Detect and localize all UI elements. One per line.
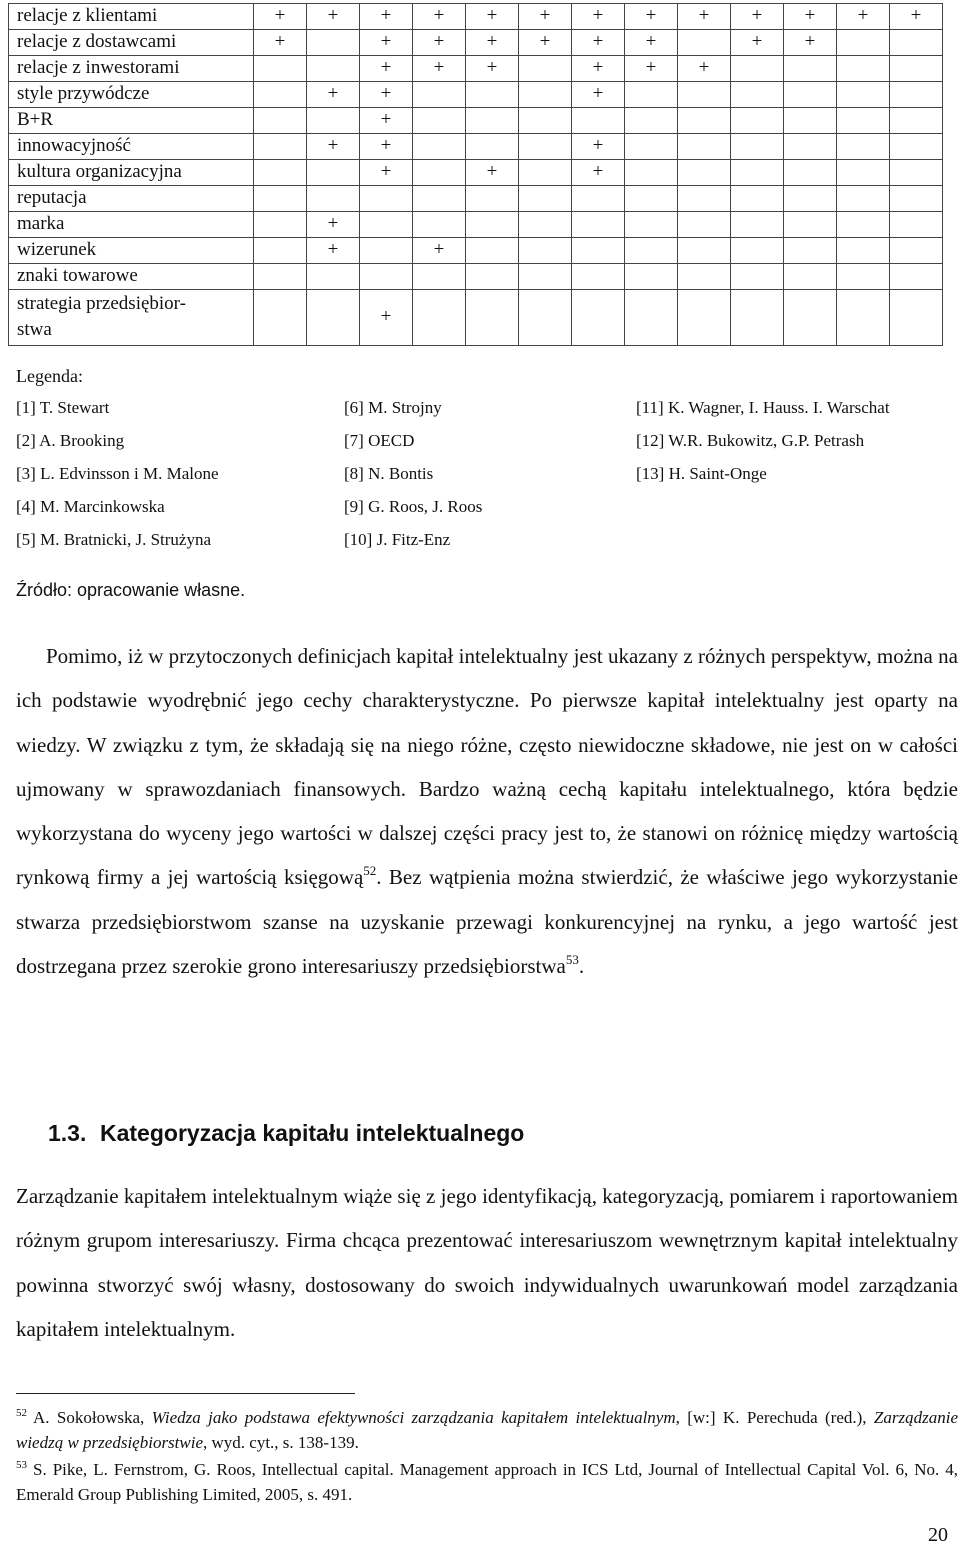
mark-cell: +: [731, 4, 784, 30]
mark-cell: [254, 56, 307, 82]
mark-cell: +: [307, 134, 360, 160]
mark-cell: +: [890, 4, 943, 30]
mark-cell: [625, 82, 678, 108]
footnote-text: , wyd. cyt., s. 138-139.: [203, 1433, 359, 1452]
mark-cell: +: [307, 82, 360, 108]
mark-cell: [837, 212, 890, 238]
mark-cell: [625, 290, 678, 346]
legend-entry: [9] G. Roos, J. Roos: [344, 497, 483, 516]
mark-cell: [519, 290, 572, 346]
mark-cell: [784, 108, 837, 134]
legend-row: [16, 464, 946, 497]
table-row: [9, 264, 943, 290]
mark-cell: +: [466, 160, 519, 186]
mark-cell: [731, 264, 784, 290]
mark-cell: +: [466, 4, 519, 30]
mark-cell: [678, 134, 731, 160]
mark-cell: +: [678, 56, 731, 82]
mark-cell: [837, 238, 890, 264]
mark-cell: +: [307, 212, 360, 238]
mark-cell: [890, 160, 943, 186]
mark-cell: [466, 82, 519, 108]
row-label: wizerunek: [9, 238, 254, 264]
legend-entry: [1] T. Stewart: [16, 398, 110, 417]
mark-cell: +: [572, 160, 625, 186]
legend-entry: [12] W.R. Bukowitz, G.P. Petrash: [636, 431, 865, 450]
legend-entry: [7] OECD: [344, 431, 415, 450]
mark-cell: [837, 160, 890, 186]
table-row: [9, 108, 943, 134]
mark-cell: [784, 186, 837, 212]
mark-cell: +: [360, 160, 413, 186]
mark-cell: +: [784, 30, 837, 56]
mark-cell: [678, 186, 731, 212]
mark-cell: [519, 238, 572, 264]
mark-cell: [413, 134, 466, 160]
mark-cell: +: [466, 30, 519, 56]
mark-cell: [307, 290, 360, 346]
mark-cell: [413, 108, 466, 134]
mark-cell: [360, 238, 413, 264]
mark-cell: [784, 56, 837, 82]
mark-cell: [254, 238, 307, 264]
paragraph-text: Pomimo, iż w przytoczonych definicjach kapitał intelektualny jest ukazany z różnych perspektyw, można na ich podstawie wyodrębnić jego cechy charakterystyczne. Po pierwsze kapitał intelektualny jest oparty na wiedzy. W związku z tym, że składają się na niego różne, często niewidoczne składowe, nie jest on w całości ujmowany w sprawozdaniach finansowych. Bardzo ważną cechą kapitału intelektualnego, która będzie wykorzystana do wyceny jego wartości w dalszej części pracy jest to, że stanowi on różnicę między wartością rynkową firmy a jej wartością księgową: [16, 644, 958, 890]
table-row: [9, 30, 943, 56]
mark-cell: [572, 290, 625, 346]
mark-cell: +: [625, 4, 678, 30]
mark-cell: +: [413, 238, 466, 264]
mark-cell: [731, 290, 784, 346]
mark-cell: [307, 160, 360, 186]
mark-cell: [466, 290, 519, 346]
mark-cell: [678, 160, 731, 186]
body-paragraph-2: Zarządzanie kapitałem intelektualnym wiąże się z jego identyfikacją, kategoryzacją, pomiarem i raportowaniem różnym grupom interesariuszy. Firma chcąca prezentować interesariuszom wewnętrznym kapitał intelektualny powinna stworzyć swój własny, dostosowany do swoich indywidualnych uwarunkowań model zarządzania kapitałem intelektualnym.: [16, 1184, 958, 1341]
legend-entry: [13] H. Saint-Onge: [636, 464, 767, 483]
mark-cell: [572, 108, 625, 134]
mark-cell: +: [519, 30, 572, 56]
mark-cell: [572, 212, 625, 238]
footnote-ref-52[interactable]: 52: [363, 863, 377, 879]
mark-cell: [519, 82, 572, 108]
table-row: [9, 238, 943, 264]
mark-cell: [413, 160, 466, 186]
mark-cell: [678, 264, 731, 290]
mark-cell: +: [678, 4, 731, 30]
mark-cell: [731, 160, 784, 186]
mark-cell: [678, 30, 731, 56]
mark-cell: [837, 186, 890, 212]
mark-cell: [360, 264, 413, 290]
mark-cell: [837, 30, 890, 56]
paragraph-text: . Bez wątpienia można stwierdzić, że właściwe jego wykorzystanie stwarza przedsiębiorstwom szanse na uzyskanie przewagi konkurencyjnej na rynku, a jego wartość jest dostrzegana przez szerokie grono interesariuszy przedsiębiorstwa: [16, 865, 958, 979]
mark-cell: [307, 108, 360, 134]
mark-cell: [731, 56, 784, 82]
mark-cell: [519, 134, 572, 160]
mark-cell: +: [784, 4, 837, 30]
mark-cell: [466, 264, 519, 290]
mark-cell: [890, 82, 943, 108]
row-label: relacje z inwestorami: [9, 56, 254, 82]
legend-entry: [5] M. Bratnicki, J. Strużyna: [16, 530, 211, 549]
mark-cell: [837, 134, 890, 160]
section-number: 1.3.: [48, 1120, 87, 1146]
row-label: marka: [9, 212, 254, 238]
mark-cell: [678, 82, 731, 108]
mark-cell: [731, 212, 784, 238]
table-row: [9, 186, 943, 212]
mark-cell: [784, 238, 837, 264]
footnote-divider: [16, 1393, 355, 1394]
mark-cell: +: [466, 56, 519, 82]
mark-cell: +: [519, 4, 572, 30]
mark-cell: [731, 134, 784, 160]
mark-cell: [413, 212, 466, 238]
mark-cell: +: [625, 30, 678, 56]
mark-cell: [731, 186, 784, 212]
table-row: [9, 134, 943, 160]
mark-cell: [625, 108, 678, 134]
mark-cell: [784, 82, 837, 108]
row-label: kultura organizacyjna: [9, 160, 254, 186]
mark-cell: [890, 30, 943, 56]
mark-cell: [254, 160, 307, 186]
mark-cell: +: [413, 30, 466, 56]
mark-cell: [784, 264, 837, 290]
mark-cell: +: [307, 238, 360, 264]
mark-cell: [572, 238, 625, 264]
mark-cell: [890, 238, 943, 264]
mark-cell: +: [360, 134, 413, 160]
footnote-title: Zarządzanie wiedzą w przedsiębiorstwie: [16, 1408, 958, 1452]
mark-cell: +: [360, 82, 413, 108]
mark-cell: +: [413, 4, 466, 30]
section-heading: [48, 1120, 524, 1147]
mark-cell: +: [572, 134, 625, 160]
mark-cell: [890, 56, 943, 82]
mark-cell: [466, 238, 519, 264]
sources-matrix-table: [8, 3, 943, 346]
mark-cell: [890, 186, 943, 212]
mark-cell: [890, 134, 943, 160]
legend-row: [16, 398, 946, 431]
mark-cell: [837, 56, 890, 82]
mark-cell: +: [837, 4, 890, 30]
matrix-body: [9, 4, 943, 346]
mark-cell: +: [413, 56, 466, 82]
mark-cell: +: [360, 30, 413, 56]
mark-cell: +: [572, 4, 625, 30]
row-label: style przywódcze: [9, 82, 254, 108]
mark-cell: [625, 186, 678, 212]
table-source-note: Źródło: opracowanie własne.: [16, 580, 246, 600]
mark-cell: +: [307, 4, 360, 30]
mark-cell: [625, 238, 678, 264]
mark-cell: [678, 290, 731, 346]
mark-cell: [678, 108, 731, 134]
mark-cell: [625, 212, 678, 238]
mark-cell: [784, 290, 837, 346]
legend-row: [16, 497, 946, 530]
row-label: B+R: [9, 108, 254, 134]
mark-cell: [466, 108, 519, 134]
mark-cell: [837, 82, 890, 108]
row-label: strategia przedsiębior- stwa: [9, 290, 254, 346]
footnote-text: A. Sokołowska,: [33, 1408, 152, 1427]
mark-cell: [307, 30, 360, 56]
legend-title: Legenda:: [16, 366, 83, 386]
mark-cell: [307, 186, 360, 212]
legend-entry: [10] J. Fitz-Enz: [344, 530, 451, 549]
legend-entry: [8] N. Bontis: [344, 464, 434, 483]
table-row: [9, 160, 943, 186]
mark-cell: [254, 134, 307, 160]
table-row: [9, 4, 943, 30]
mark-cell: [837, 264, 890, 290]
row-label: znaki towarowe: [9, 264, 254, 290]
mark-cell: +: [572, 82, 625, 108]
legend-row: [16, 431, 946, 464]
legend-entry: [3] L. Edvinsson i M. Malone: [16, 464, 219, 483]
mark-cell: +: [360, 290, 413, 346]
mark-cell: [784, 160, 837, 186]
legend-entry: [4] M. Marcinkowska: [16, 497, 165, 516]
mark-cell: [890, 290, 943, 346]
mark-cell: [731, 108, 784, 134]
mark-cell: [837, 108, 890, 134]
mark-cell: [837, 290, 890, 346]
footnote-title: Wiedza jako podstawa efektywności zarządzania kapitałem intelektualnym: [151, 1408, 676, 1427]
legend-entry: [2] A. Brooking: [16, 431, 125, 450]
mark-cell: [625, 160, 678, 186]
mark-cell: [731, 238, 784, 264]
footnote-text: S. Pike, L. Fernstrom, G. Roos, Intellectual capital. Management approach in ICS Ltd, Journal of Intellectual Capital Vol. 6, No. 4, Emerald Group Publishing Limited, 2005, s. 491.: [16, 1460, 958, 1504]
legend-grid: [16, 398, 946, 563]
table-row: [9, 290, 943, 346]
legend-entry: [11] K. Wagner, I. Hauss. I. Warschat: [636, 398, 890, 417]
body-paragraph-1: [16, 634, 958, 988]
footnote-number: 53: [16, 1459, 27, 1471]
mark-cell: [254, 82, 307, 108]
mark-cell: [890, 212, 943, 238]
mark-cell: [413, 264, 466, 290]
table-row: [9, 82, 943, 108]
footnote-ref-53[interactable]: 53: [565, 952, 579, 968]
mark-cell: +: [360, 56, 413, 82]
mark-cell: [572, 264, 625, 290]
mark-cell: [254, 264, 307, 290]
legend-row: [16, 530, 946, 563]
mark-cell: [572, 186, 625, 212]
mark-cell: [519, 186, 572, 212]
mark-cell: [466, 212, 519, 238]
row-label: relacje z klientami: [9, 4, 254, 30]
mark-cell: [519, 160, 572, 186]
mark-cell: [519, 108, 572, 134]
mark-cell: [413, 290, 466, 346]
mark-cell: [254, 186, 307, 212]
mark-cell: +: [360, 4, 413, 30]
mark-cell: [890, 264, 943, 290]
mark-cell: +: [731, 30, 784, 56]
mark-cell: [625, 264, 678, 290]
footnote-52: [16, 1405, 958, 1455]
table-row: [9, 212, 943, 238]
mark-cell: [254, 108, 307, 134]
mark-cell: [307, 264, 360, 290]
mark-cell: [360, 186, 413, 212]
footnote-number: 52: [16, 1407, 27, 1419]
mark-cell: [731, 82, 784, 108]
mark-cell: [678, 212, 731, 238]
mark-cell: [519, 212, 572, 238]
page-number: 20: [928, 1524, 948, 1546]
mark-cell: +: [625, 56, 678, 82]
mark-cell: [307, 56, 360, 82]
mark-cell: [519, 56, 572, 82]
row-label: reputacja: [9, 186, 254, 212]
mark-cell: +: [254, 30, 307, 56]
mark-cell: +: [572, 30, 625, 56]
mark-cell: +: [254, 4, 307, 30]
mark-cell: [254, 212, 307, 238]
mark-cell: [360, 212, 413, 238]
mark-cell: [466, 134, 519, 160]
mark-cell: [625, 134, 678, 160]
legend-entry: [6] M. Strojny: [344, 398, 442, 417]
mark-cell: +: [360, 108, 413, 134]
mark-cell: [890, 108, 943, 134]
mark-cell: [413, 186, 466, 212]
row-label: innowacyjność: [9, 134, 254, 160]
mark-cell: [413, 82, 466, 108]
mark-cell: [784, 134, 837, 160]
mark-cell: [519, 264, 572, 290]
table-row: [9, 56, 943, 82]
paragraph-text: .: [578, 954, 585, 979]
mark-cell: [784, 212, 837, 238]
mark-cell: [466, 186, 519, 212]
mark-cell: +: [572, 56, 625, 82]
footnote-text: , [w:] K. Perechuda (red.),: [675, 1408, 874, 1427]
mark-cell: [254, 290, 307, 346]
footnote-53: [16, 1457, 958, 1507]
section-title: Kategoryzacja kapitału intelektualnego: [100, 1120, 525, 1146]
mark-cell: [678, 238, 731, 264]
row-label: relacje z dostawcami: [9, 30, 254, 56]
